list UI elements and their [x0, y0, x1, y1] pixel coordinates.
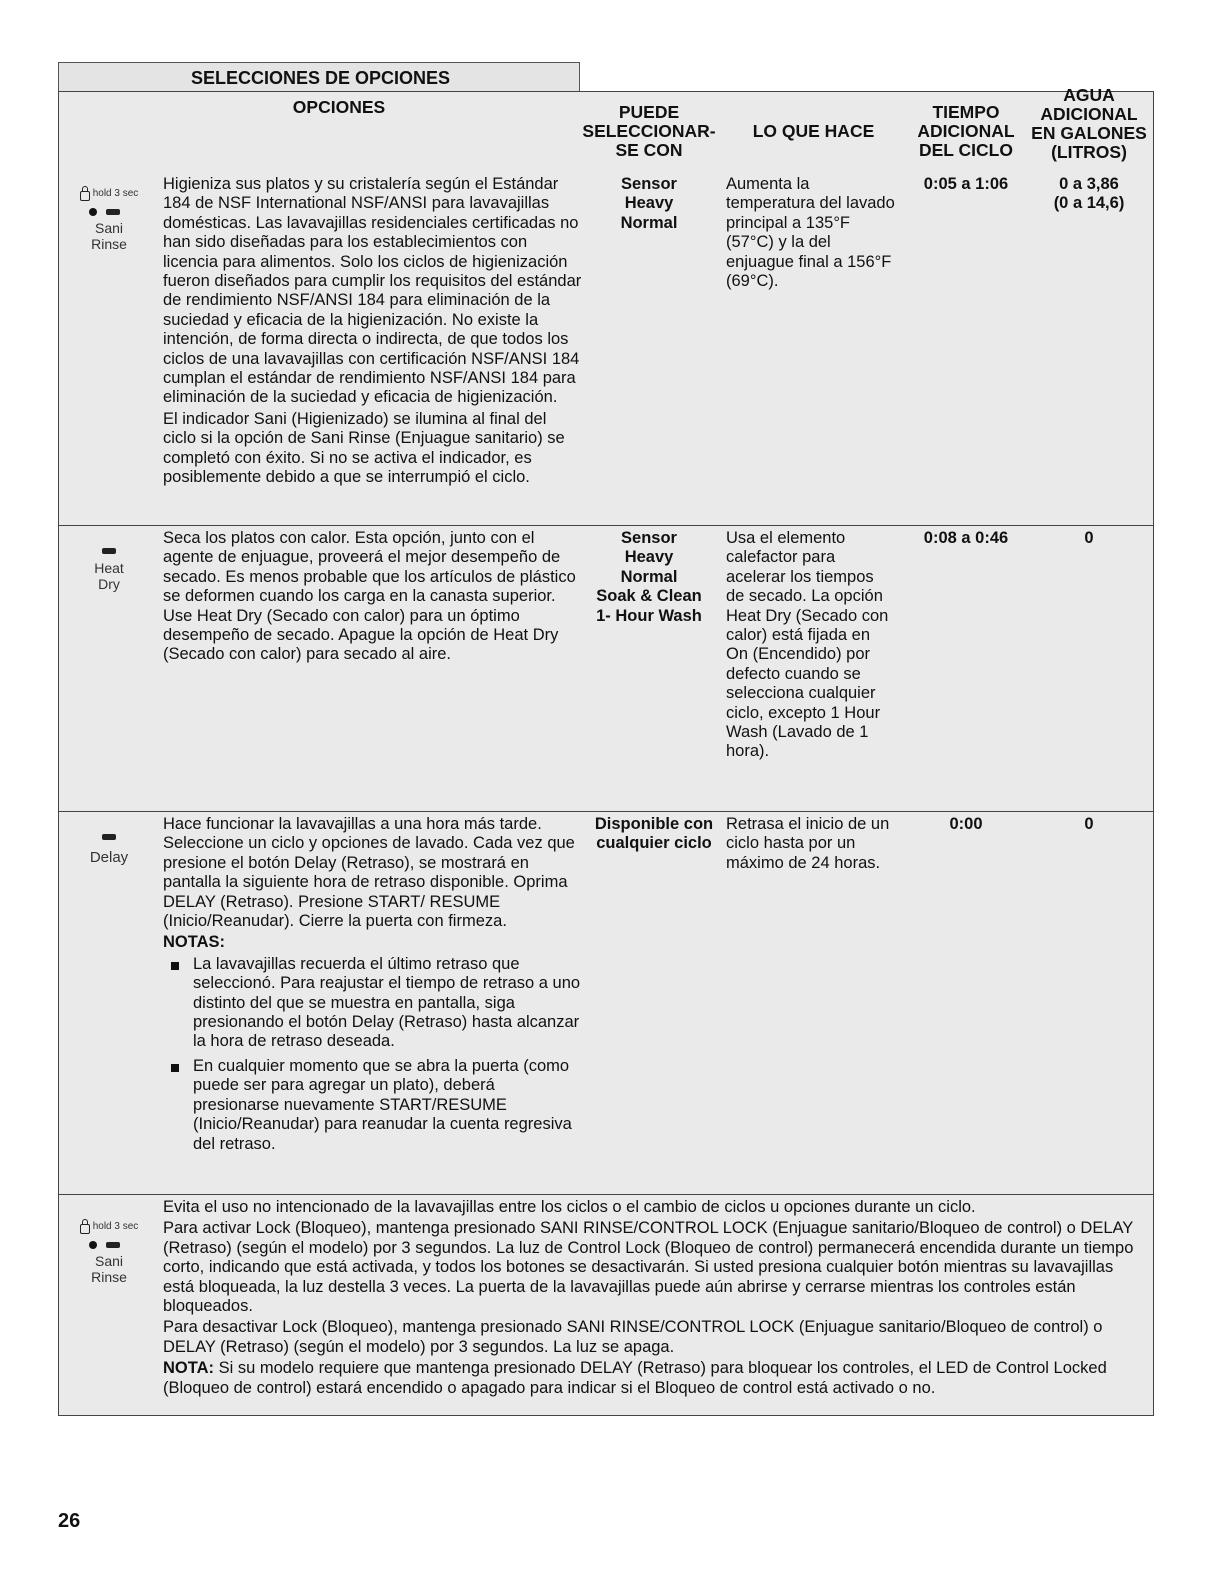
- header-added-time: TIEMPO ADICIONAL DEL CICLO: [917, 102, 1015, 160]
- delay-icon: Delay: [59, 834, 159, 866]
- row-delay: [59, 811, 1153, 1197]
- sani-rinse-what-it-does: Aumenta la temperatura del lavado principal a 135°F (57°C) y la del enjuague final a 156°F (69°C).: [726, 175, 895, 291]
- row-control-lock: [59, 1194, 1153, 1417]
- heat-dry-select-with: Sensor Heavy Normal Soak & Clean 1- Hour Wash: [596, 529, 702, 625]
- indicator-dot-icon: [89, 208, 97, 216]
- indicator-dot-icon: [89, 1241, 97, 1249]
- options-table: [58, 85, 1154, 1416]
- button-bar-icon: [102, 548, 116, 554]
- row-heat-dry: [59, 525, 1153, 811]
- delay-time: 0:00: [949, 815, 983, 833]
- list-item: En cualquier momento que se abra la puerta (como puede ser para agregar un plato), deberá presionarse nuevamente START/RESUME (Inicio/Reanudar) para reanudar la cuenta regresiva del retraso.: [163, 1057, 583, 1154]
- control-lock-description: Evita el uso no intencionado de la lavavajillas entre los ciclos o el cambio de ciclos u opciones durante un ciclo. Para activar Lock (Bloqueo), mantenga presionado SANI RINSE/CONTROL LOCK (Enjuague sanitario/Bloqueo de control) o DELAY (Retraso) (según el modelo) por 3 segundos. La luz de Control Lock (Bloqueo de control) permanecerá encendida durante un tiempo corto, indicando que está activada, y todos los botones se desactivarán. Si usted presiona cualquier botón mientras su lavavajillas está bloqueada, la luz destella 3 veces. La puerta de la lavavajillas puede aún abrirse y cerrarse mientras los controles están bloqueados. Para desactivar Lock (Bloqueo), mantenga presionado SANI RINSE/CONTROL LOCK (Enjuague sanitario/Bloqueo de control) o DELAY (Retraso) (según el modelo) por 3 segundos. La luz se apaga. NOTA: Si su modelo requiere que mantenga presionado DELAY (Retraso) para bloquear los controles, el LED de Control Locked (Bloqueo de control) estará encendido o apagado para indicar si el Bloqueo de control está activado o no.: [163, 1198, 1134, 1397]
- sani-rinse-time: 0:05 a 1:06: [923, 175, 1009, 193]
- sani-rinse-select-with: Sensor Heavy Normal: [620, 175, 678, 232]
- heat-dry-water: 0: [1084, 529, 1094, 547]
- header-options: OPCIONES: [292, 97, 386, 117]
- header-select-with: PUEDE SELECCIONAR- SE CON: [582, 102, 716, 160]
- button-bar-icon: [106, 1242, 120, 1248]
- heat-dry-time: 0:08 a 0:46: [923, 529, 1009, 547]
- delay-description: Hace funcionar la lavavajillas a una hora más tarde. Seleccione un ciclo y opciones de lavado. Cada vez que presione el botón Delay (Retraso), se mostrará en pantalla la siguiente hora de retraso disponible. Oprima DELAY (Retraso). Presione START/ RESUME (Inicio/Reanudar). Cierre la puerta con firmeza. NOTAS: La lavavajillas recuerda el último retraso que seleccionó. Para reajustar el tiempo de retraso a uno distinto del que se muestra en pantalla, siga presionando el botón Delay (Retraso) hasta alcanzar la hora de retraso deseada. En cualquier momento que se abra la puerta (como puede ser para agregar un plato), deberá presionarse nuevamente START/RESUME (Inicio/Reanudar) para reanudar la cuenta regresiva del retraso.: [163, 815, 583, 1159]
- list-item: La lavavajillas recuerda el último retraso que seleccionó. Para reajustar el tiempo de retraso a uno distinto del que se muestra en pantalla, siga presionando el botón Delay (Retraso) hasta alcanzar la hora de retraso deseada.: [163, 955, 583, 1052]
- heat-dry-description: Seca los platos con calor. Esta opción, junto con el agente de enjuague, proveerá el mejor desempeño de secado. Es menos probable que los artículos de plástico se deformen cuando los carga en la canasta superior. Use Heat Dry (Secado con calor) para un óptimo desempeño de secado. Apague la opción de Heat Dry (Secado con calor) para secado al aire.: [163, 529, 576, 664]
- section-title: SELECCIONES DE OPCIONES: [58, 62, 580, 92]
- sani-rinse-description: Higieniza sus platos y su cristalería según el Estándar 184 de NSF International NSF/ANSI para lavavajillas domésticas. Las lavavajillas residenciales certificadas no han sido diseñadas para los establecimientos con licencia para alimentos. Solo los ciclos de higienización fueron diseñados para cumplir los requisitos del estándar de rendimiento NSF/ANSI 184 para eliminación de la suciedad y eficacia de la higienización. No existe la intención, de forma directa o indirecta, de que todos los ciclos de una lavavajillas con certificación NSF/ANSI 184 cumplan el estándar de rendimiento NSF/ANSI 184 para eliminación de la suciedad y eficacia de higienización. El indicador Sani (Higienizado) se ilumina al final del ciclo si la opción de Sani Rinse (Enjuague sanitario) se completó con éxito. Si no se activa el indicador, es posiblemente debido a que se interrumpió el ciclo.: [163, 175, 582, 487]
- header-added-water: AGUA ADICIONAL EN GALONES (LITROS): [1031, 85, 1147, 162]
- delay-select-with: Disponible con cualquier ciclo: [594, 815, 714, 853]
- button-bar-icon: [102, 834, 116, 840]
- lock-icon: [80, 191, 90, 201]
- delay-what-it-does: Retrasa el inicio de un ciclo hasta por un máximo de 24 horas.: [726, 815, 890, 872]
- page-number: 26: [58, 1510, 81, 1532]
- heat-dry-icon: Heat Dry: [59, 548, 159, 592]
- control-lock-icon: hold 3 sec Sani Rinse: [59, 1219, 159, 1285]
- lock-icon: [80, 1224, 90, 1234]
- sani-rinse-water: 0 a 3,86 (0 a 14,6): [1053, 175, 1125, 213]
- header-what-it-does: LO QUE HACE: [752, 121, 875, 141]
- button-bar-icon: [106, 209, 120, 215]
- heat-dry-what-it-does: Usa el elemento calefactor para acelerar los tiempos de secado. La opción Heat Dry (Secado con calor) está fijada en On (Encendido) por defecto cuando se selecciona cualquier ciclo, excepto 1 Hour Wash (Lavado de 1 hora).: [726, 529, 889, 761]
- sani-rinse-icon: hold 3 sec Sani Rinse: [59, 186, 159, 252]
- delay-water: 0: [1084, 815, 1094, 833]
- delay-notes: [163, 955, 583, 1154]
